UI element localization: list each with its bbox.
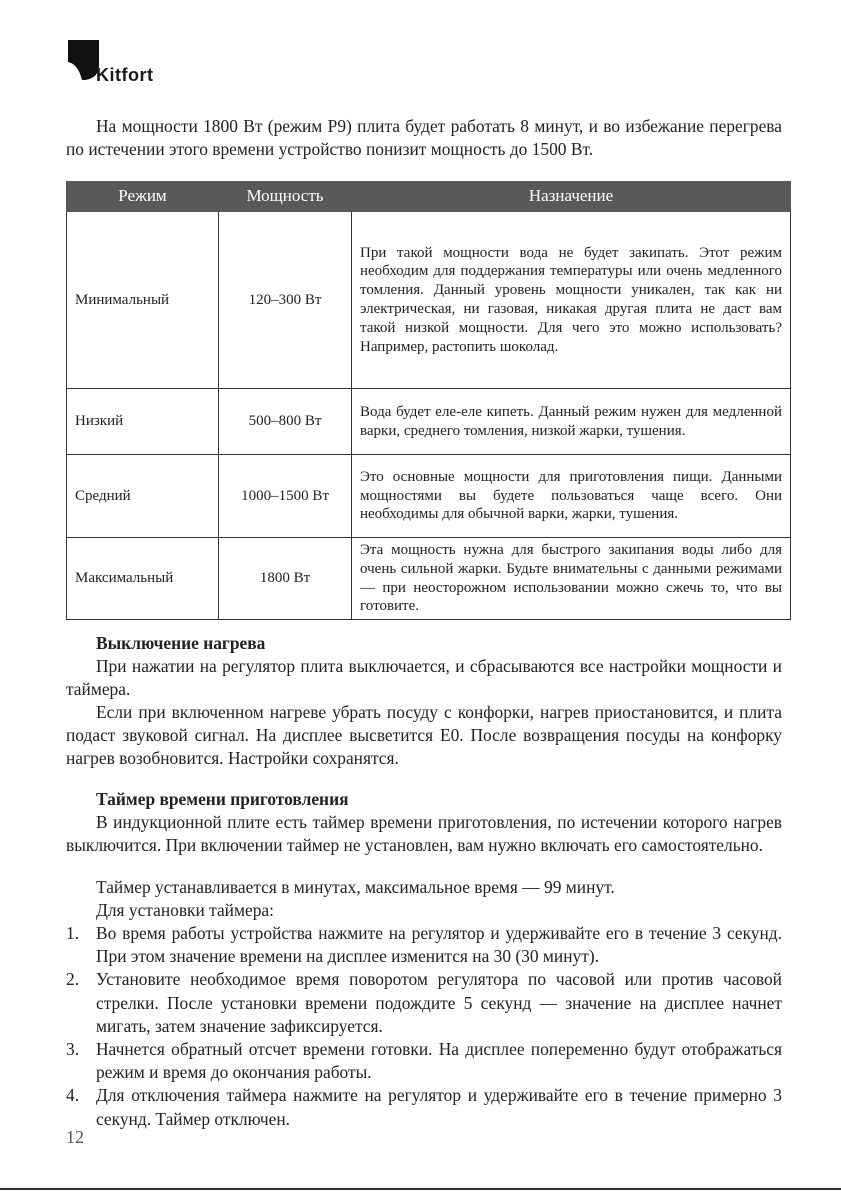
purpose-cell: Эта мощность нужна для быстрого закипания воды либо для очень сильной жарки. Будьте внимательны с данными режимами — при неосторожном использовании можно сжечь то, что вы готовите. bbox=[352, 538, 791, 620]
table-row bbox=[67, 212, 791, 389]
timer-paragraph-3: Для установки таймера: bbox=[96, 900, 274, 920]
purpose-cell: Вода будет еле-еле кипеть. Данный режим нужен для медленной варки, среднего томления, низкой жарки, тушения. bbox=[352, 389, 791, 455]
list-item bbox=[66, 1084, 782, 1130]
intro-paragraph: На мощности 1800 Вт (режим Р9) плита будет работать 8 минут, и во избежание перегрева по истечении этого времени устройство понизит мощность до 1500 Вт. bbox=[66, 116, 782, 160]
list-text: Для отключения таймера нажмите на регулятор и удерживайте его в течение примерно 3 секунд. Таймер отключен. bbox=[96, 1085, 782, 1129]
table-row bbox=[67, 455, 791, 538]
list-text: Начнется обратный отсчет времени готовки. На дисплее попеременно будут отображаться режим и время до окончания работы. bbox=[96, 1039, 782, 1083]
power-cell: 1000–1500 Вт bbox=[219, 455, 352, 538]
table-row bbox=[67, 389, 791, 455]
list-item bbox=[66, 1038, 782, 1084]
list-number: 1. bbox=[66, 923, 80, 943]
list-item bbox=[66, 922, 782, 968]
table-row bbox=[67, 538, 791, 620]
power-cell: 120–300 Вт bbox=[219, 212, 352, 389]
power-modes-table bbox=[66, 181, 791, 620]
power-cell: 1800 Вт bbox=[219, 538, 352, 620]
list-number: 3. bbox=[66, 1039, 80, 1060]
mode-cell: Максимальный bbox=[67, 538, 219, 620]
power-cell: 500–800 Вт bbox=[219, 389, 352, 455]
heating-off-paragraph-2: Если при включенном нагреве убрать посуду с конфорки, нагрев приостановится, и плита подаст звуковой сигнал. На дисплее высветится Е0. После возвращения посуды на конфорку нагрев возобновится. Настройки сохранятся. bbox=[66, 702, 782, 769]
section-heading-timer: Таймер времени приготовления bbox=[96, 789, 349, 809]
section-heading-heating-off: Выключение нагрева bbox=[96, 633, 266, 653]
list-number: 4. bbox=[66, 1085, 80, 1106]
list-text: Установите необходимое время поворотом регулятора по часовой или против часовой стрелки. После установки времени подождите 5 секунд — значение на дисплее начнет мигать, затем значение зафиксируется. bbox=[96, 969, 782, 1036]
list-item bbox=[66, 968, 782, 1038]
mode-cell: Низкий bbox=[67, 389, 219, 455]
timer-steps-list bbox=[66, 922, 782, 1131]
page-number: 12 bbox=[66, 1127, 84, 1147]
header-mode: Режим bbox=[67, 182, 219, 212]
list-number: 2. bbox=[66, 969, 80, 990]
mode-cell: Средний bbox=[67, 455, 219, 538]
brand-logo bbox=[66, 38, 176, 88]
bottom-divider bbox=[0, 1188, 841, 1190]
table-header-row bbox=[67, 182, 791, 212]
list-text: Во время работы устройства нажмите на регулятор и удерживайте его в течение 3 секунд. При этом значение времени на дисплее изменится на 30 (30 минут). bbox=[96, 923, 782, 967]
brand-name: Kitfort bbox=[96, 65, 154, 85]
header-power: Мощность bbox=[219, 182, 352, 212]
purpose-cell: Это основные мощности для приготовления пищи. Данными мощностями вы будете пользоваться чаще всего. Они необходимы для обычной варки, жарки, тушения. bbox=[352, 455, 791, 538]
kitfort-logo-icon bbox=[66, 38, 100, 82]
timer-paragraph-1: В индукционной плите есть таймер времени приготовления, по истечении которого нагрев выключится. При включении таймер не установлен, вам нужно включать его самостоятельно. bbox=[66, 812, 782, 856]
purpose-cell: При такой мощности вода не будет закипать. Этот режим необходим для поддержания температуры или очень медленного томления. Данный уровень мощности уникален, так как ни электрическая, ни газовая, никакая другая плита не даст вам такой низкой мощности. Для чего это можно использовать? Например, растопить шоколад. bbox=[352, 212, 791, 389]
heating-off-paragraph-1: При нажатии на регулятор плита выключается, и сбрасываются все настройки мощности и таймера. bbox=[66, 656, 782, 700]
header-purpose: Назначение bbox=[352, 182, 791, 212]
timer-paragraph-2: Таймер устанавливается в минутах, максимальное время — 99 минут. bbox=[96, 877, 615, 897]
mode-cell: Минимальный bbox=[67, 212, 219, 389]
